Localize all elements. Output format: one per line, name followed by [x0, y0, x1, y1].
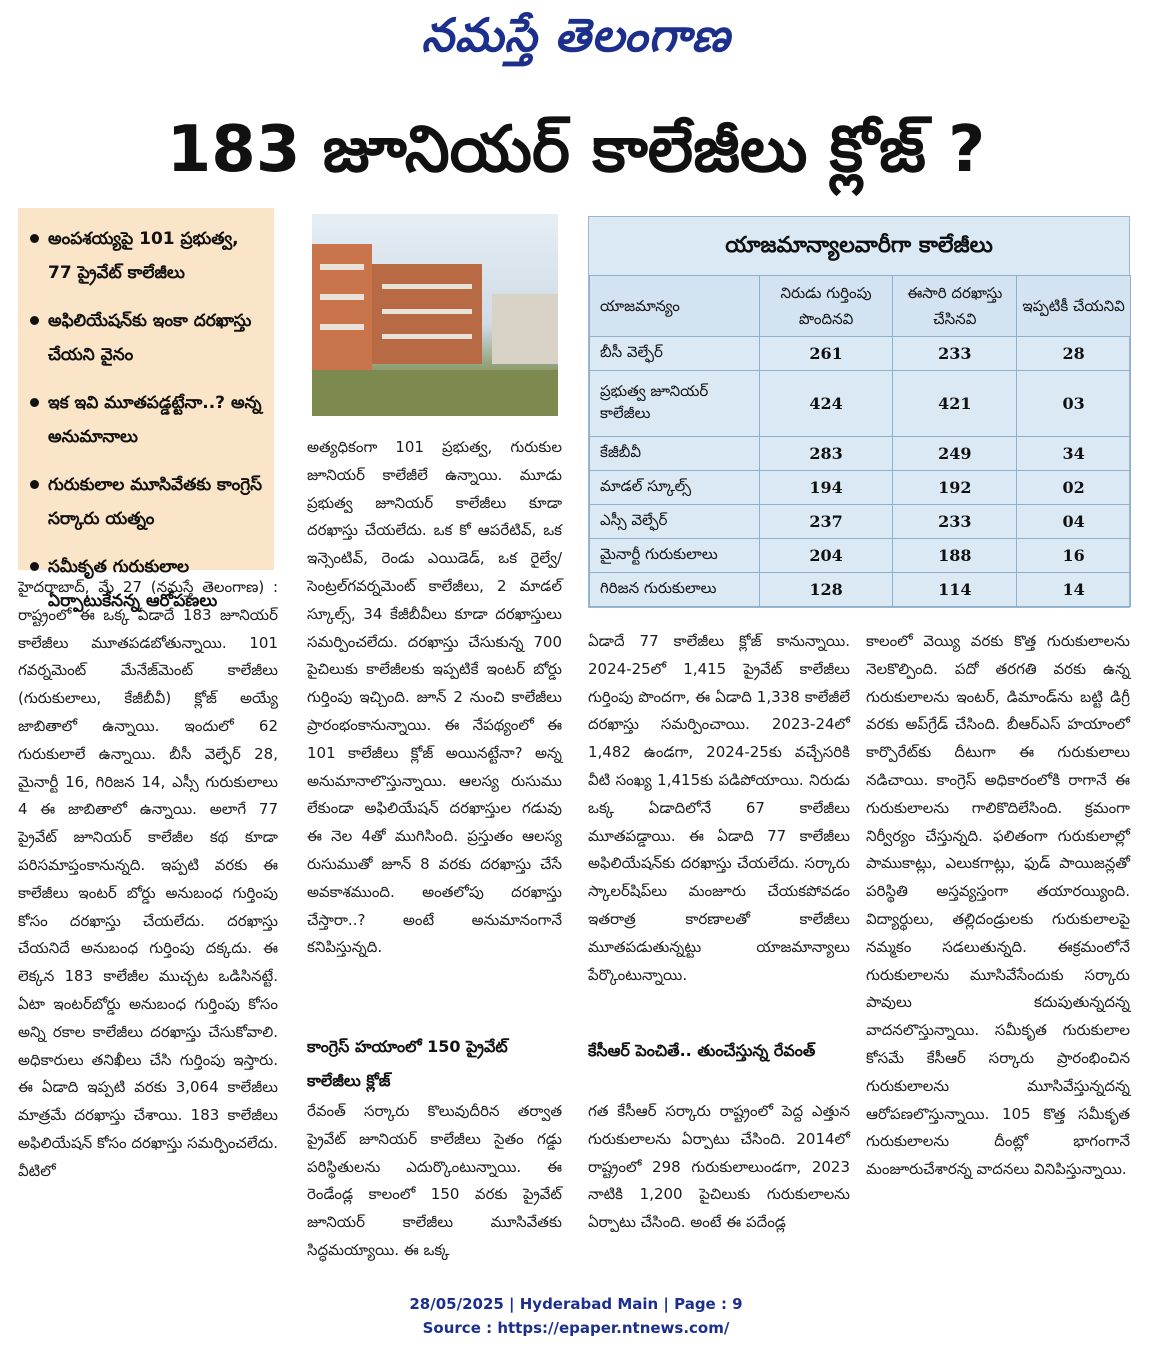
table-cell: 194 — [759, 471, 893, 505]
table-cell: 233 — [893, 505, 1017, 539]
article-paragraph: కాలంలో వెయ్యి వరకు కొత్త గురుకులాలను నెలకొల్పింది. పదో తరగతి వరకు ఉన్న గురుకులాలను ఇంటర్, డిమాండ్‌ను బట్టి డిగ్రీ వరకు అప్‌గ్రేడ్ చేసింది. బీఆర్‌ఎస్ హయాంలో కార్పొరేట్‌కు దీటుగా ఈ గురుకులాలు నడిచాయి. కాంగ్రెస్ అధికారంలోకి రాగానే ఈ గురుకులాలను గాలికొదిలేసింది. క్రమంగా నిర్వీర్యం చేస్తున్నది. ఫలితంగా గురుకులాల్లో పాముకాట్లు, ఎలుకగాట్లు, ఫుడ్ పాయిజన్లతో పరిస్థితి అస్తవ్యస్తంగా తయారయ్యింది. విద్యార్థులు, తల్లిదండ్రులకు గురుకులాలపై నమ్మకం సడలుతున్నది. ఈక్రమంలోనే గురుకులాలను మూసివేసేందుకు సర్కారు పావులు కదుపుతున్నదన్న వాదనలొస్తున్నాయి. సమీకృత గురుకులాల కోసమే కేసీఆర్ సర్కారు ప్రారంభించిన గురుకులాలను మూసివేస్తున్నదన్న ఆరోపణలొస్తున్నాయి. 105 కొత్త సమీకృత గురుకులాలను దీంట్లో భాగంగానే మంజూరుచేశారన్న వాదనలు వినిపిస్తున్నాయి. — [866, 632, 1130, 1179]
table-cell: 114 — [893, 573, 1017, 607]
table-cell: 16 — [1017, 539, 1131, 573]
article-column-3b — [588, 1098, 850, 1237]
footer-source-link[interactable]: Source : https://epaper.ntnews.com/ — [422, 1319, 730, 1337]
bullet-icon — [30, 480, 39, 489]
table-cell: మాడల్ స్కూల్స్ — [590, 471, 760, 505]
bullet-icon — [30, 234, 39, 243]
table-header: యాజమాన్యం — [590, 276, 760, 337]
table-row — [590, 573, 1131, 607]
table-row — [590, 539, 1131, 573]
article-column-2b — [307, 1098, 562, 1265]
highlight-item: గురుకులాల మూసివేతకు కాంగ్రెస్ సర్కారు యత్నం — [26, 468, 266, 536]
bullet-icon — [30, 562, 39, 571]
highlight-item: అంపశయ్యపై 101 ప్రభుత్వ, 77 ప్రైవేట్ కాలేజీలు — [26, 222, 266, 290]
article-paragraph: గత కేసీఆర్ సర్కారు రాష్ట్రంలో పెద్ద ఎత్తున గురుకులాలను ఏర్పాటు చేసింది. 2014లో రాష్ట్రంలో 298 గురుకులాలుండగా, 2023 నాటికి 1,200 పైచిలుకు గురుకులాలను ఏర్పాటు చేసింది. అంటే ఈ పదేండ్ల — [588, 1102, 850, 1232]
table-cell: 02 — [1017, 471, 1131, 505]
table-row — [590, 505, 1131, 539]
bullet-icon — [30, 398, 39, 407]
table-cell: 192 — [893, 471, 1017, 505]
highlight-item: ఇక ఇవి మూతపడ్డట్టేనా..? అన్న అనుమానాలు — [26, 386, 266, 454]
table-cell: బీసీ వెల్ఫేర్ — [590, 337, 760, 371]
table-cell: 283 — [759, 437, 893, 471]
highlights-box — [18, 208, 274, 611]
table-cell: 249 — [893, 437, 1017, 471]
article-paragraph: అత్యధికంగా 101 ప్రభుత్వ, గురుకుల జూనియర్ కాలేజీలే ఉన్నాయి. మూడు ప్రభుత్వ జూనియర్ కాలేజీలు కూడా దరఖాస్తు చేయలేదు. ఒక కో ఆపరేటివ్, ఒక ఇన్సెంటివ్, రెండు ఎయిడెడ్, ఒక రైల్వే/సెంట్రల్‌గవర్నమెంట్ కాలేజీలు, 2 మాడల్ స్కూల్స్, 34 కేజీబీవీలు కూడా దరఖాస్తులు సమర్పించలేదు. దరఖాస్తు చేసుకున్న 700 పైచిలుకు కాలేజీలకు ఇప్పటికే ఇంటర్ బోర్డు గుర్తింపు ఇచ్చింది. జూన్ 2 నుంచి కాలేజీలు ప్రారంభంకానున్నాయి. ఈ నేపథ్యంలో ఈ 101 కాలేజీలు క్లోజ్ అయినట్టేనా? అన్న అనుమానాలొస్తున్నాయి. ఆలస్య రుసుము లేకుండా అఫిలియేషన్ దరఖాస్తుల గడువు ఈ నెల 4తో ముగిసింది. ప్రస్తుతం ఆలస్య రుసుముతో జూన్ 8 వరకు దరఖాస్తు చేసే అవకాశముంది. అంతలోపు దరఖాస్తు చేస్తారా..? అంటే అనుమానంగానే కనిపిస్తున్నది. — [307, 438, 562, 957]
newspaper-masthead — [0, 8, 1152, 78]
management-wise-colleges-table — [588, 216, 1130, 608]
table-cell: ఎస్సీ వెల్ఫేర్ — [590, 505, 760, 539]
table-cell: 128 — [759, 573, 893, 607]
table-cell: 424 — [759, 371, 893, 437]
table-cell: 261 — [759, 337, 893, 371]
table-cell: 14 — [1017, 573, 1131, 607]
masthead-logo: నమస్తే తెలంగాణ — [421, 8, 731, 62]
table-row — [590, 471, 1131, 505]
table-title: యాజమాన్యాలవారీగా కాలేజీలు — [725, 233, 993, 258]
highlight-item: అఫిలియేషన్‌కు ఇంకా దరఖాస్తు చేయని వైనం — [26, 304, 266, 372]
college-building-photo — [312, 214, 558, 416]
table-cell: కేజీబీవీ — [590, 437, 760, 471]
table-cell: 421 — [893, 371, 1017, 437]
article-paragraph: ఏడాదే 77 కాలేజీలు క్లోజ్ కానున్నాయి. 2024-25లో 1,415 ప్రైవేట్ కాలేజీలు గుర్తింపు పొందగా, ఈ ఏడాది 1,338 కాలేజీలే దరఖాస్తు సమర్పించాయి. 2023-24లో 1,482 ఉండగా, 2024-25కు వచ్చేసరికి వీటి సంఖ్య 1,415కు పడిపోయాయి. నిరుడు ఒక్క ఏడాదిలోనే 67 కాలేజీలు మూతపడ్డాయి. ఈ ఏడాది 77 కాలేజీలు అఫిలియేషన్‌కు దరఖాస్తు చేయలేదు. సర్కారు స్కాలర్‌షిప్‌లు మంజూరు చేయకపోవడం ఇతరాత్ర కారణాలతో కాలేజీలు మూతపడుతున్నట్టు యాజమాన్యాలు పేర్కొంటున్నాయి. — [588, 632, 850, 984]
subheading-kcr: కేసీఆర్ పెంచితే.. తుంచేస్తున్న రేవంత్ — [588, 1041, 816, 1060]
article-paragraph: హైదరాబాద్, మే 27 (నమస్తే తెలంగాణ) : రాష్ట్రంలో ఈ ఒక్క ఏడాదే 183 జూనియర్ కాలేజీలు మూతపడబోతున్నాయి. 101 గవర్నమెంట్ మేనేజ్‌మెంట్ కాలేజీలు (గురుకులాలు, కేజీబీవీ) క్లోజ్ అయ్యే జాబితాలో ఉన్నాయి. ఇందులో 62 గురుకులాలే ఉన్నాయి. బీసీ వెల్ఫేర్ 28, మైనార్టీ 16, గిరిజన 14, ఎస్సీ గురుకులాలు 4 ఈ జాబితాలో ఉన్నాయి. అలాగే 77 ప్రైవేట్ జూనియర్ కాలేజీల కథ కూడా పరిసమాప్తంకానున్నది. ఇప్పటి వరకు ఈ కాలేజీలు ఇంటర్ బోర్డు అనుబంధ గుర్తింపు కోసం దరఖాస్తు చేయలేదు. దరఖాస్తు చేయనిదే అనుబంధ గుర్తింపు దక్కదు. ఈ లెక్కన 183 కాలేజీల ముచ్చట ఒడిసినట్టే. ఏటా ఇంటర్‌బోర్డు అనుబంధ గుర్తింపు కోసం అన్ని రకాల కాలేజీలు దరఖాస్తు చేసుకోవాలి. అధికారులు తనిఖీలు చేసి గుర్తింపు ఇస్తారు. ఈ ఏడాది ఇప్పటి వరకు 3,064 కాలేజీలు మాత్రమే దరఖాస్తు చేశాయి. 183 కాలేజీలు అఫిలియేషన్ కోసం దరఖాస్తు సమర్పించలేదు. వీటిలో — [18, 578, 279, 1180]
table-row — [590, 371, 1131, 437]
table-header: ఇప్పటికీ చేయనివి — [1017, 276, 1131, 337]
table-cell: 03 — [1017, 371, 1131, 437]
bullet-icon — [30, 316, 39, 325]
article-column-1 — [18, 574, 278, 1186]
table-cell: ప్రభుత్వ జూనియర్ కాలేజీలు — [590, 371, 760, 437]
table-header: ఈసారి దరఖాస్తు చేసినవి — [893, 276, 1017, 337]
table-cell: 04 — [1017, 505, 1131, 539]
table-cell: మైనార్టీ గురుకులాలు — [590, 539, 760, 573]
table-cell: 188 — [893, 539, 1017, 573]
article-column-3 — [588, 628, 850, 989]
article-headline: 183 జూనియర్ కాలేజీలు క్లోజ్ ? — [166, 113, 986, 187]
page-footer — [0, 1292, 1152, 1340]
table-cell: 34 — [1017, 437, 1131, 471]
footer-edition-info: 28/05/2025 | Hyderabad Main | Page : 9 — [409, 1295, 743, 1313]
data-table — [589, 275, 1131, 607]
subheading-congress: కాంగ్రెస్ హయాంలో 150 ప్రైవేట్ కాలేజీలు క్లోజ్ — [307, 1037, 508, 1090]
article-column-4 — [866, 628, 1130, 1184]
table-row — [590, 437, 1131, 471]
table-cell: 233 — [893, 337, 1017, 371]
table-row — [590, 337, 1131, 371]
table-cell: 204 — [759, 539, 893, 573]
table-cell: 28 — [1017, 337, 1131, 371]
table-header: నిరుడు గుర్తింపు పొందినవి — [759, 276, 893, 337]
article-paragraph: రేవంత్ సర్కారు కొలువుదీరిన తర్వాత ప్రైవేట్ జూనియర్ కాలేజీలు సైతం గడ్డు పరిస్థితులను ఎదుర్కొంటున్నాయి. ఈ రెండేండ్ల కాలంలో 150 వరకు ప్రైవేట్ జూనియర్ కాలేజీలు మూసివేతకు సిద్ధమయ్యాయి. ఈ ఒక్క — [307, 1102, 562, 1259]
highlight-item: సమీకృత గురుకులాల ఏర్పాటుకేనన్న ఆరోపణలు — [26, 550, 266, 618]
table-header-row — [590, 276, 1131, 337]
table-cell: 237 — [759, 505, 893, 539]
article-column-2 — [307, 434, 562, 962]
table-cell: గిరిజన గురుకులాలు — [590, 573, 760, 607]
